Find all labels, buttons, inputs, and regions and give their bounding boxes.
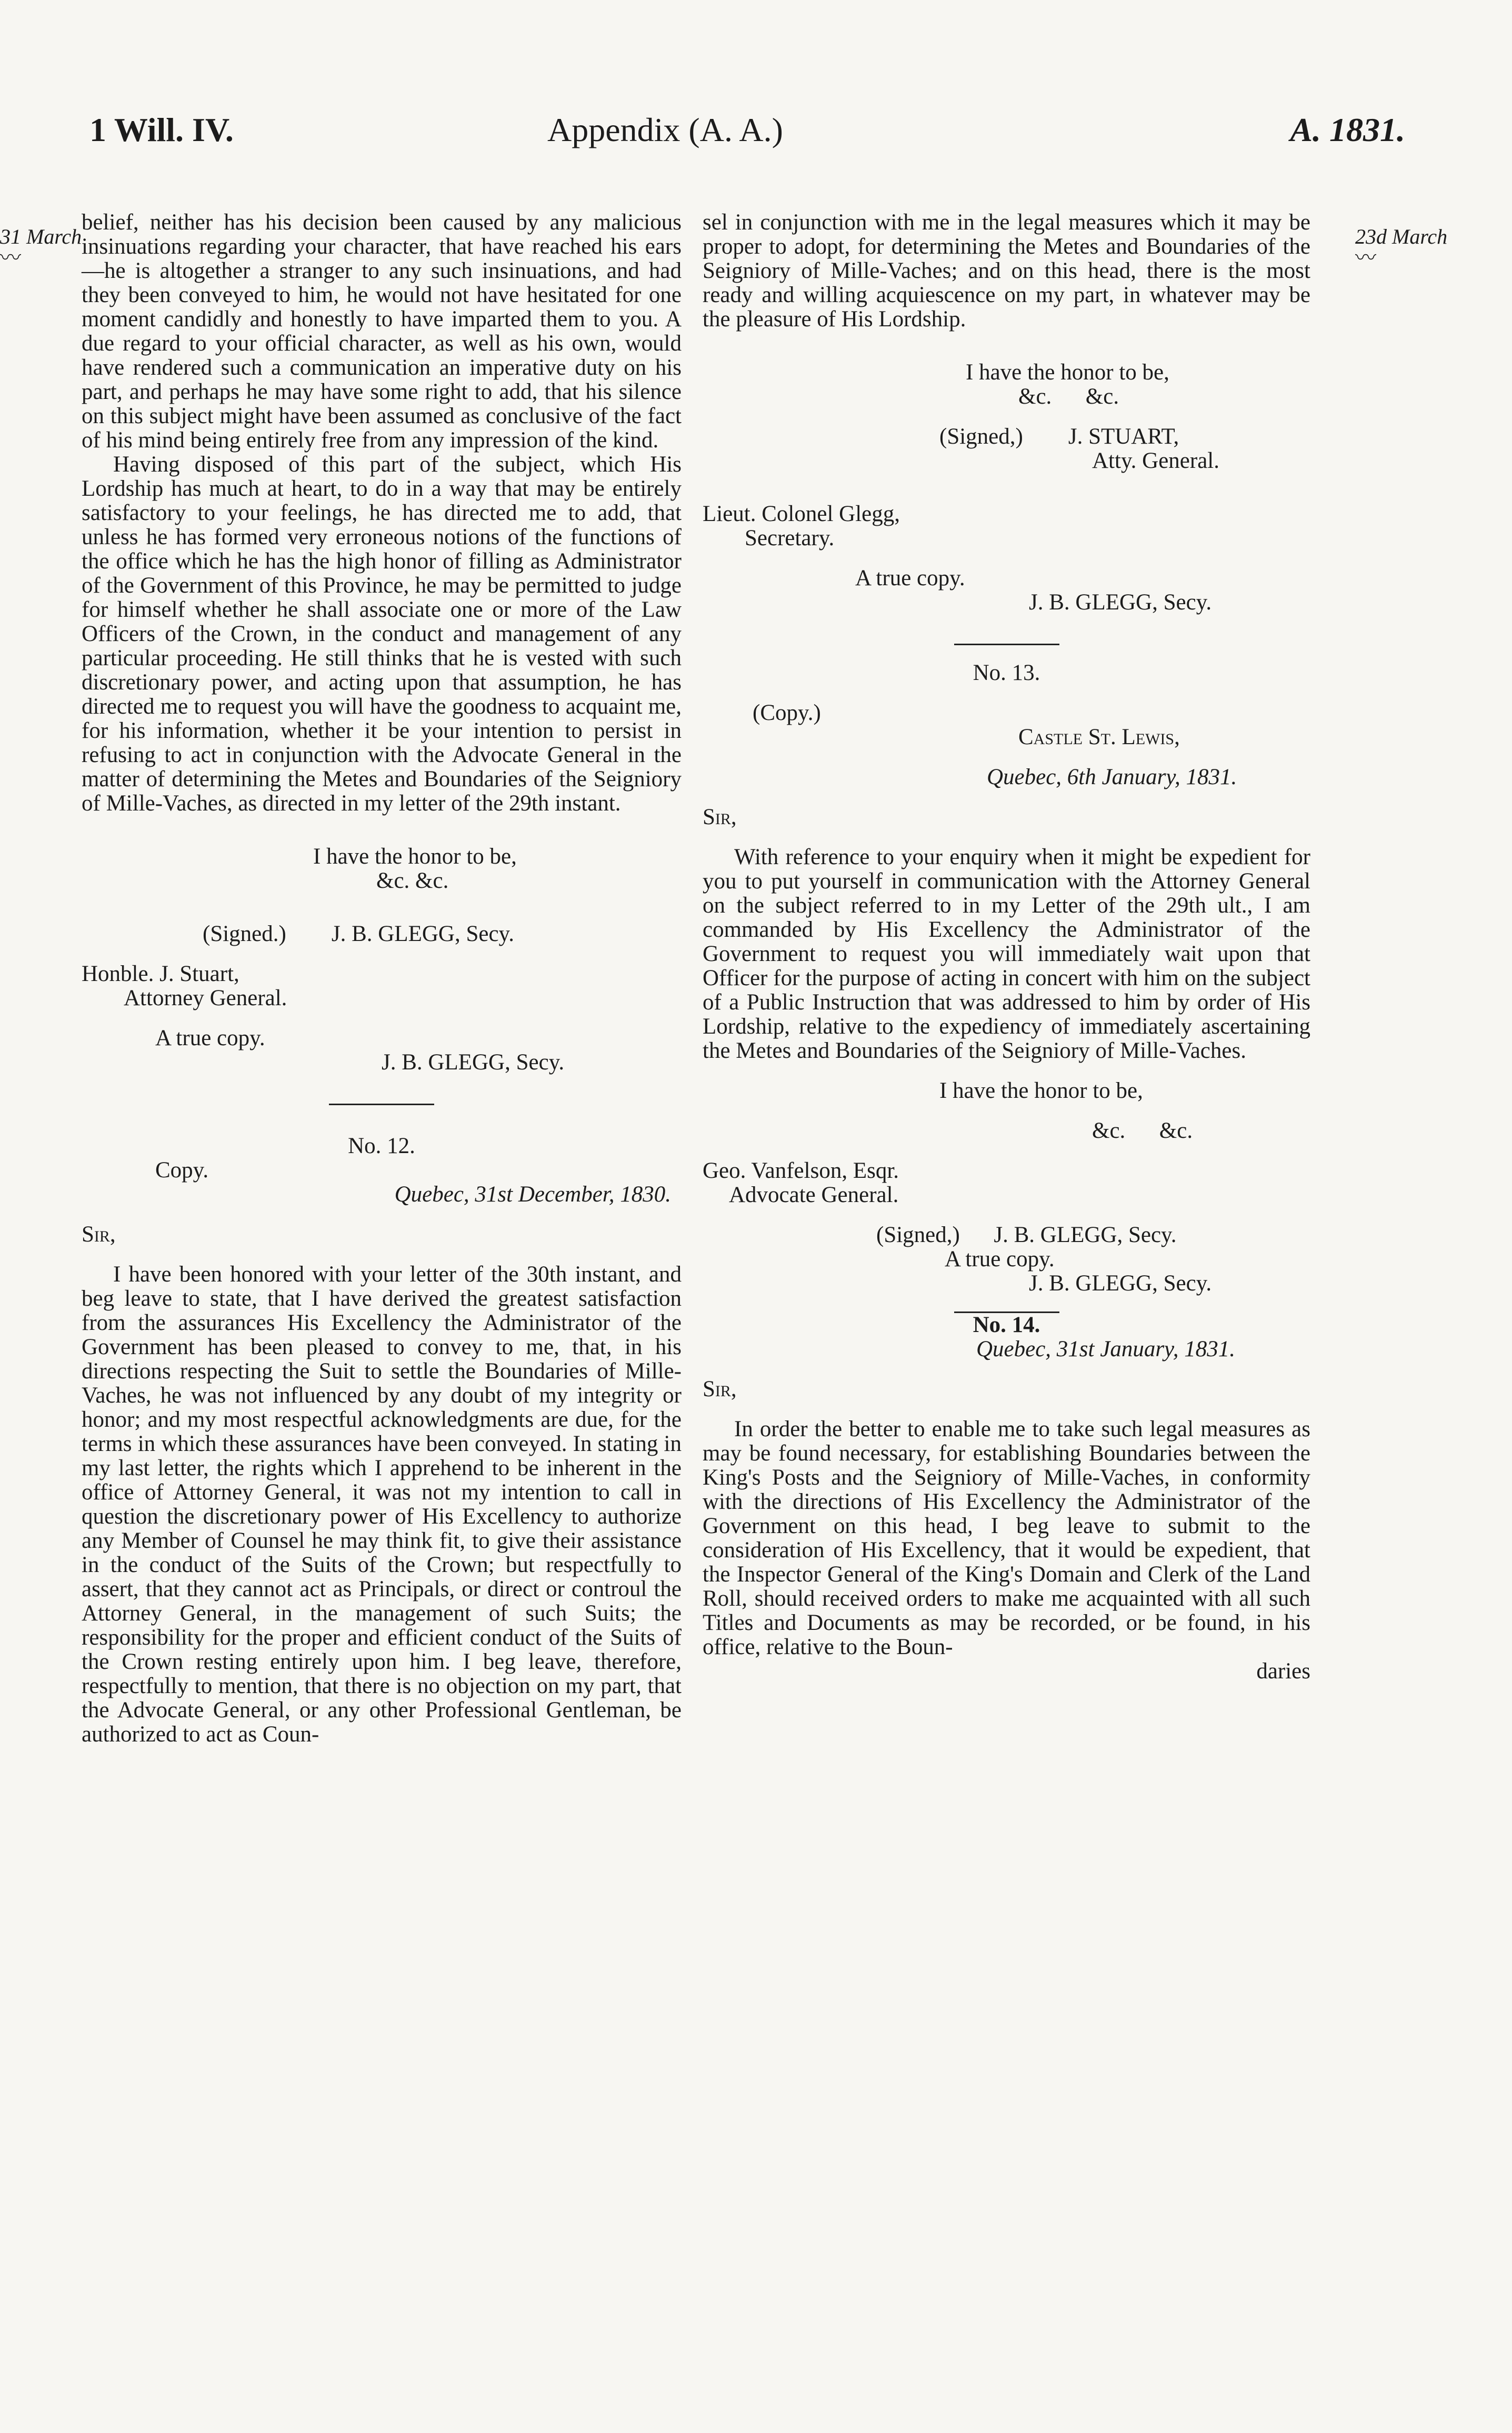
letter-number: No. 12. <box>348 1134 415 1158</box>
letter-number: No. 14. <box>973 1313 1040 1337</box>
signature-line: (Signed,) J. STUART, <box>939 424 1179 449</box>
closing-etc: &c. &c. <box>376 868 449 893</box>
salutation: Sir, <box>703 805 737 829</box>
paragraph: In order the better to enable me to take such legal measures as may be found necessary, for establishing Boundaries between the King's Posts and the Seigniory of Mille-Vaches, in conformity with the directions of His Excellency the Administrator of the Government on this head, I beg leave to submit to the consideration of His Excellency, that it would be expedient, that the Inspector General of the King's Domain and Clerk of the Land Roll, should received orders to make me acquainted with all such Titles and Documents as may be recorded, or be found, in his office, relative to the Boun- <box>703 1417 1310 1659</box>
margin-note-right-text: 23d March <box>1355 225 1448 248</box>
closing-etc: &c. &c. <box>1018 384 1119 409</box>
letter-number: No. 13. <box>973 660 1040 685</box>
closing-line: I have the honor to be, <box>966 360 1169 385</box>
true-copy-label: A true copy. <box>155 1026 265 1050</box>
left-column <box>82 211 682 1747</box>
addressee-name: Honble. J. Stuart, <box>82 962 239 986</box>
copy-label: Copy. <box>155 1158 209 1183</box>
addressee-title: Secretary. <box>745 526 835 550</box>
margin-note-left-text: 31 March <box>0 225 82 248</box>
flourish-icon: 〰 <box>1355 246 1374 269</box>
salutation: Sir, <box>703 1377 737 1401</box>
paragraph: I have been honored with your letter of the 30th instant, and beg leave to state, that I have derived the greatest satisfaction from the assurances His Excellency the Administrator of the Government has been pleased to convey to me, that, in his directions respecting the Suit to settle the Boundaries of Mille-Vaches, he was not influenced by any doubt of my integrity or honor; and my most respectful acknowledgments are due, for the terms in which these assurances have been conveyed. In stating in my last letter, the rights which I apprehend to be inherent in the office of Attorney General, it was not my intention to call in question the discretionary power of His Excellency to authorize any Member of Counsel he may think fit, to give their assistance in the conduct of the Suits of the Crown; but respectfully to assert, that they cannot act as Principals, or direct or controul the Attorney General, in the management of such Suits; the responsibility for the proper and efficient conduct of the Suits of the Crown resting entirely upon him. I beg leave, therefore, respectfully to mention, that there is no objection on my part, that the Advocate General, or any other Professional Gentleman, be authorized to act as Coun- <box>82 1262 682 1747</box>
letter-date: Quebec, 31st December, 1830. <box>394 1182 671 1207</box>
true-copy-signature: J. B. GLEGG, Secy. <box>1029 1271 1212 1296</box>
right-column <box>703 211 1310 1684</box>
true-copy-signature: J. B. GLEGG, Secy. <box>1029 590 1212 615</box>
paragraph: sel in conjunction with me in the legal measures which it may be proper to adopt, for determining the Metes and Boundaries of the Seigniory of Mille-Vaches; and on this head, there is the most ready and willing acquiescence on my part, in whatever may be the pleasure of His Lordship. <box>703 210 1310 332</box>
true-copy-label: A true copy. <box>855 566 965 590</box>
letter-date: Quebec, 6th January, 1831. <box>987 765 1237 789</box>
letter-date: Quebec, 31st January, 1831. <box>976 1337 1236 1361</box>
addressee-name: Geo. Vanfelson, Esqr. <box>703 1158 899 1183</box>
paragraph: belief, neither has his decision been caused by any malicious insinuations regarding your character, that have reached his ears—he is altogether a stranger to any such insinuations, and had they been conveyed to him, he would not have hesitated for one moment candidly and honestly to have imparted them to you. A due regard to your official character, as well as his own, would have rendered such a communication an imperative duty on his part, and perhaps he may have some right to add, that his silence on this subject might have been assumed as conclusive of the fact of his mind being entirely free from any impression of the kind. <box>82 210 682 453</box>
addressee-title: Advocate General. <box>729 1183 899 1207</box>
signature-line: (Signed.) J. B. GLEGG, Secy. <box>203 922 514 946</box>
margin-note-right <box>1355 226 1447 268</box>
margin-note-left <box>0 226 82 268</box>
catchword: daries <box>1256 1659 1310 1684</box>
addressee-name: Lieut. Colonel Glegg, <box>703 502 900 526</box>
closing-line: I have the honor to be, <box>313 844 517 869</box>
salutation: Sir, <box>82 1222 116 1247</box>
closing-line: I have the honor to be, <box>939 1078 1143 1103</box>
paragraph: With reference to your enquiry when it might be expedient for you to put yourself in communication with the Attorney General on the subject referred to in my Letter of the 29th ult., I am commanded by His Excellency the Administrator of the Government to request you will immediately wait upon that Officer for the purpose of acting in concert with him on the subject of a Public Instruction that was addressed to him by order of His Lordship, relative to the expediency of immediately ascertaining the Metes and Boundaries of the Seigniory of Mille-Vaches. <box>703 845 1310 1063</box>
header-year: A. 1831. <box>1290 111 1405 148</box>
paragraph: Having disposed of this part of the subject, which His Lordship has much at heart, to do in a way that may be entirely satisfactory to your feelings, he has directed me to add, that unless he has formed very erroneous notions of the functions of the office which he has the high honor of filling as Administrator of the Government of this Province, he may be permitted to judge for himself whether he shall associate one or more of the Law Officers of the Crown, in the conduct and management of any particular proceeding. He still thinks that he is vested with such discretionary power, and acting upon that assumption, he has directed me to request you will have the goodness to acquaint me, for his information, whether it be your intention to persist in refusing to act in conjunction with the Advocate General in the matter of determining the Metes and Boundaries of the Seigniory of Mille-Vaches, as directed in my letter of the 29th instant. <box>82 452 682 816</box>
header-title: Appendix (A. A.) <box>547 111 783 148</box>
copy-label: (Copy.) <box>753 700 821 725</box>
true-copy-signature: J. B. GLEGG, Secy. <box>382 1050 565 1075</box>
signature-line: (Signed,) J. B. GLEGG, Secy. <box>876 1223 1177 1247</box>
running-header <box>74 105 1421 163</box>
closing-etc: &c. &c. <box>1092 1118 1193 1143</box>
header-session: 1 Will. IV. <box>89 111 234 148</box>
true-copy-label: A true copy. <box>945 1247 1055 1271</box>
letter-place: Castle St. Lewis, <box>1018 725 1180 749</box>
signature-title: Atty. General. <box>1092 448 1219 473</box>
addressee-title: Attorney General. <box>124 986 287 1010</box>
flourish-icon: 〰 <box>0 246 19 269</box>
